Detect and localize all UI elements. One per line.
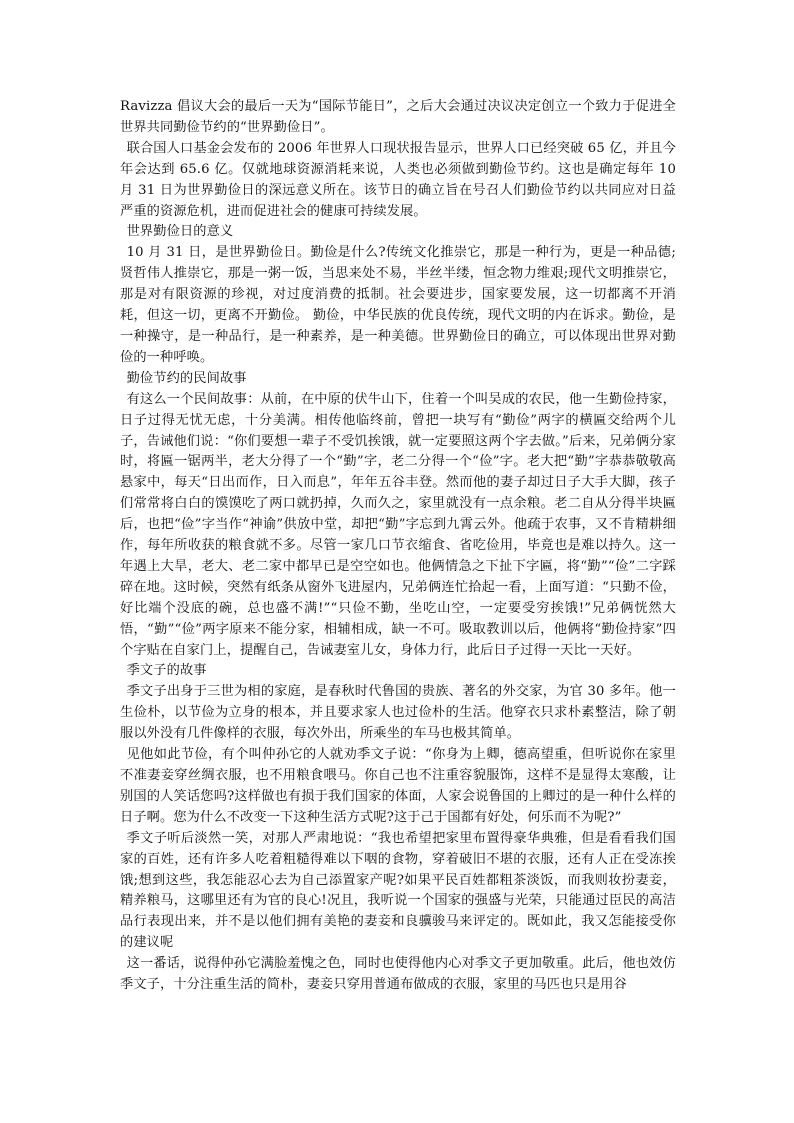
paragraph-intro: Ravizza 倡议大会的最后一天为“国际节能日”，之后大会通过决议决定创立一个致力于促进全世界共同勤俭节约的“世界勤俭日”。 (120, 99, 676, 135)
paragraph-zhongsunta-advice: 见他如此节俭，有个叫仲孙它的人就劝季文子说：“你身为上卿，德高望重，但听说你在家里不准妻妾穿丝绸衣服，也不用粮食喂马。你自己也不注重容貌服饰，这样不是显得太寒酸，让别国的人笑话您吗?这样做也有损于我们国家的体面，人家会说鲁国的上卿过的是一种什么样的日子啊。您为什么不改变一下这种生活方式呢?这于己于国都有好处，何乐而不为呢?” (120, 747, 676, 825)
paragraph-jiwenzi-reply: 季文子听后淡然一笑，对那人严肃地说：“我也希望把家里布置得豪华典雅，但是看看我们国家的百姓，还有许多人吃着粗糙得难以下咽的食物，穿着破旧不堪的衣服，还有人正在受冻挨饿;想到这些，我怎能忍心去为自己添置家产呢?如果平民百姓都粗茶淡饭，而我则妆扮妻妾，精养粮马，这哪里还有为官的良心!况且，我听说一个国家的强盛与光荣，只能通过臣民的高洁品行表现出来，并不是以他们拥有美艳的妻妾和良骥骏马来评定的。既如此，我又怎能接受你的建议呢 (120, 830, 676, 951)
paragraph-significance: 10 月 31 日，是世界勤俭日。勤俭是什么?传统文化推崇它，那是一种行为，更是一种品德;贤哲伟人推崇它，那是一粥一饭，当思来处不易，半丝半缕，恒念物力维艰;现代文明推崇它，那是对有限资源的珍视，对过度消费的抵制。社会要进步，国家要发展，这一切都离不开消耗，但这一切，更离不开勤俭。 勤俭，中华民族的优良传统，现代文明的内在诉求。勤俭，是一种操守，是一种品行，是一种素养，是一种美德。世界勤俭日的确立，可以体现出世界对勤俭的一种呼唤。 (120, 245, 676, 365)
paragraph-population: 联合国人口基金会发布的 2006 年世界人口现状报告显示，世界人口已经突破 65 亿，并且今年会达到 65.6 亿。仅就地球资源消耗来说，人类也必须做到勤俭节约。这也是确定每年 10 月 31 日为世界勤俭日的深远意义所在。该节日的确立旨在号召人们勤俭节约以共同应对日益严重的资源危机，进而促进社会的健康可持续发展。 (120, 140, 676, 219)
paragraph-conclusion: 这一番话，说得仲孙它满脸羞愧之色，同时也使得他内心对季文子更加敬重。此后，他也效仿季文子，十分注重生活的简朴，妻妾只穿用普通布做成的衣服，家里的马匹也只是用谷 (120, 956, 676, 993)
section-heading-jiwenzi: 季文子的故事 (126, 663, 207, 679)
paragraph-folk-story: 有这么一个民间故事：从前，在中原的伏牛山下，住着一个叫吴成的农民，他一生勤俭持家，日子过得无忧无虑，十分美满。相传他临终前，曾把一块写有“勤俭”两字的横匾交给两个儿子，告诫他们说：“你们要想一辈子不受饥挨饿，就一定要照这两个字去做。”后来，兄弟俩分家时，将匾一锯两半，老大分得了一个“勤”字，老二分得一个“俭”字。老大把“勤”字恭恭敬敬高悬家中，每天“日出而作，日入而息”，年年五谷丰登。然而他的妻子却过日子大手大脚，孩子们常常将白白的馍馍吃了两口就扔掉，久而久之，家里就没有一点余粮。老二自从分得半块匾后，也把“俭”字当作“神谕”供放中堂，却把“勤”字忘到九霄云外。他疏于农事，又不肯精耕细作，每年所收获的粮食就不多。尽管一家几口节衣缩食、省吃俭用，毕竟也是难以持久。这一年遇上大旱，老大、老二家中都早已是空空如也。他俩情急之下扯下字匾，将“勤”“俭”二字踩碎在地。这时候，突然有纸条从窗外飞进屋内，兄弟俩连忙拾起一看，上面写道：“只勤不俭，好比端个没底的碗，总也盛不满!”“只俭不勤，坐吃山空，一定要受穷挨饿!”兄弟俩恍然大悟，“勤”“俭”两字原来不能分家，相辅相成，缺一不可。吸取教训以后，他俩将“勤俭持家”四个字贴在自家门上，提醒自己，告诫妻室儿女，身体力行，此后日子过得一天比一天好。 (120, 391, 676, 658)
section-heading-folk-story: 勤俭节约的民间故事 (126, 370, 247, 386)
section-heading-significance: 世界勤俭日的意义 (126, 224, 234, 240)
paragraph-jiwenzi-intro: 季文子出身于三世为相的家庭，是春秋时代鲁国的贵族、著名的外交家，为官 30 多年。他一生俭朴，以节俭为立身的根本，并且要求家人也过俭朴的生活。他穿衣只求朴素整洁，除了朝服以外没有几件像样的衣服，每次外出，所乘坐的车马也极其简单。 (120, 684, 676, 742)
document-body (120, 97, 676, 996)
